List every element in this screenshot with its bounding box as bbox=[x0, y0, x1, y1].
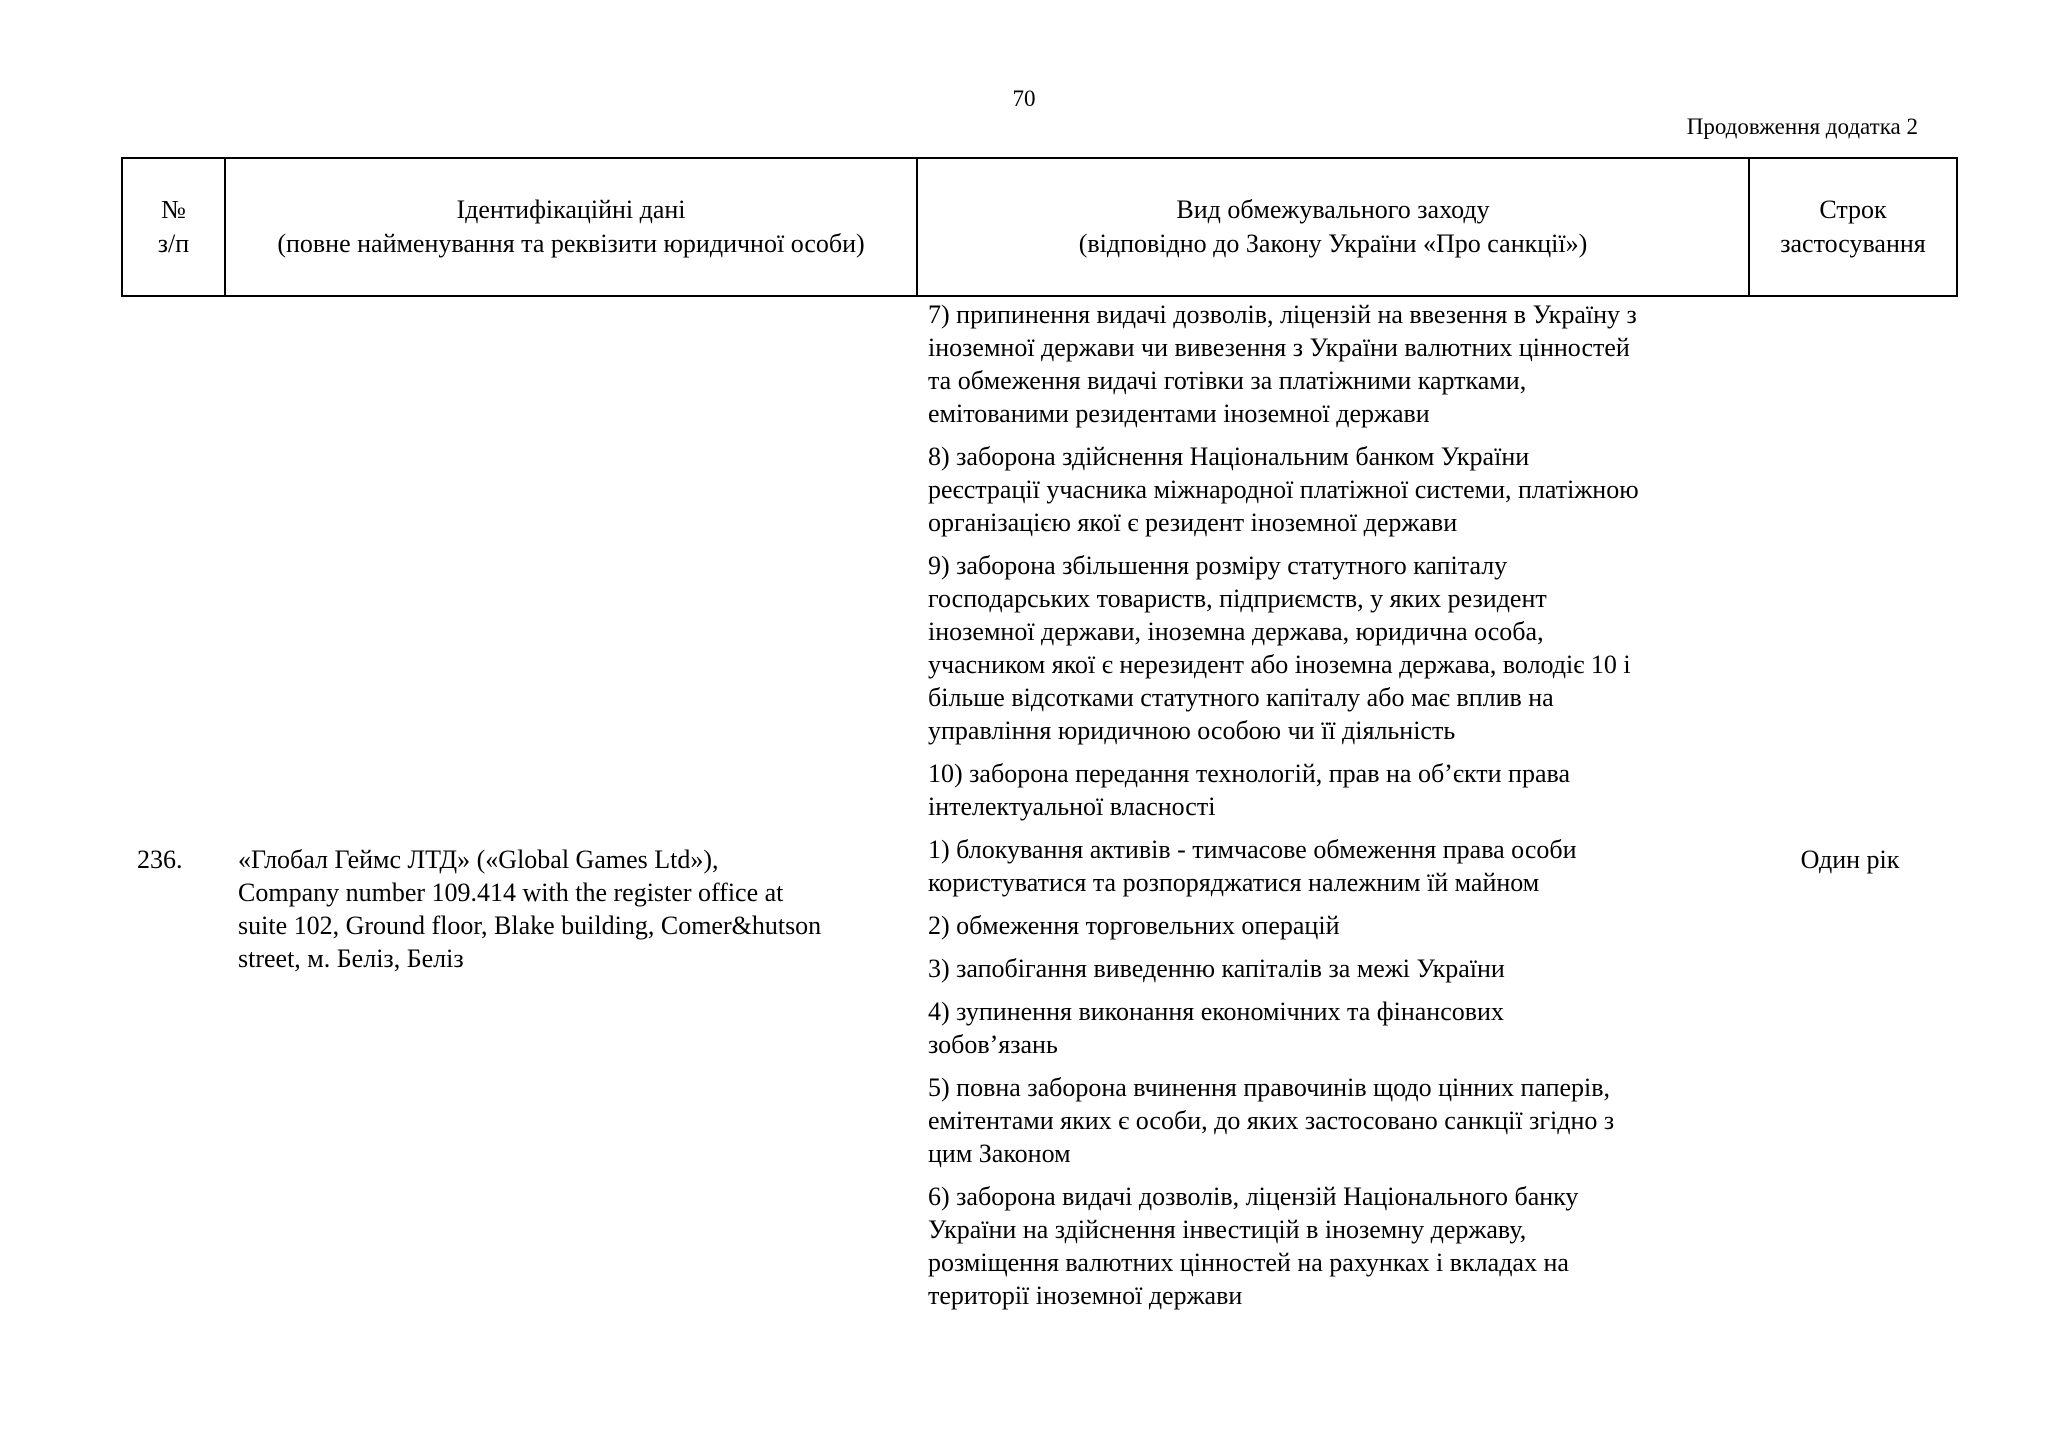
header-term-line-2: застосування bbox=[1780, 229, 1926, 258]
header-measure-column bbox=[917, 158, 1749, 296]
measure-line: реєстрації учасника міжнародної платіжної системи, платіжною bbox=[928, 475, 1639, 504]
header-number-column bbox=[122, 158, 225, 296]
measure-line: іноземної держави чи вивезення з України валютних цінностей bbox=[928, 333, 1630, 362]
measure-line: 6) заборона видачі дозволів, ліцензій Національного банку bbox=[928, 1182, 1579, 1211]
measure-line: України на здійснення інвестицій в іноземну державу, bbox=[928, 1215, 1527, 1244]
previous-measure bbox=[928, 757, 1746, 823]
measure-line: 9) заборона збільшення розміру статутного капіталу bbox=[928, 551, 1508, 580]
table-header bbox=[121, 157, 1958, 297]
measure-line: емітованими резидентами іноземної держави bbox=[928, 399, 1430, 428]
measure-line: інтелектуальної власності bbox=[928, 792, 1216, 821]
measure-line: та обмеження видачі готівки за платіжними картками, bbox=[928, 366, 1527, 395]
measure-line: 3) запобігання виведенню капіталів за межі України bbox=[928, 954, 1505, 983]
entry-measure bbox=[928, 995, 1746, 1061]
measure-line: 5) повна заборона вчинення правочинів щодо цінних паперів, bbox=[928, 1073, 1611, 1102]
entry-number: 236. bbox=[137, 845, 183, 874]
measure-line: 10) заборона передання технологій, прав на об’єкти права bbox=[928, 759, 1570, 788]
measure-line: учасником якої є нерезидент або іноземна держава, володіє 10 і bbox=[928, 650, 1631, 679]
header-term-column bbox=[1749, 158, 1957, 296]
header-identification-line-2: (повне найменування та реквізити юридичної особи) bbox=[277, 229, 865, 258]
identification-line: suite 102, Ground floor, Blake building, Comer&hutson bbox=[238, 911, 822, 940]
measures-column bbox=[928, 298, 1746, 1322]
header-number-line-1: № bbox=[161, 195, 186, 224]
identification-line: Company number 109.414 with the register office at bbox=[238, 878, 784, 907]
entry-measure bbox=[928, 1071, 1746, 1170]
measure-line: зобов’язань bbox=[928, 1030, 1058, 1059]
measure-line: цим Законом bbox=[928, 1139, 1071, 1168]
previous-measure bbox=[928, 549, 1746, 747]
identification-line: «Глобал Геймс ЛТД» («Global Games Ltd»), bbox=[238, 845, 719, 874]
header-number-line-2: з/п bbox=[157, 229, 190, 258]
header-identification-line-1: Ідентифікаційні дані bbox=[456, 195, 686, 224]
header-measure-line-1: Вид обмежувального заходу bbox=[1176, 195, 1490, 224]
measure-line: більше відсотками статутного капіталу або має вплив на bbox=[928, 683, 1554, 712]
entry-identification bbox=[238, 843, 906, 975]
header-measure-line-2: (відповідно до Закону України «Про санкції») bbox=[1078, 229, 1588, 258]
entry-measure bbox=[928, 833, 1746, 899]
measure-line: іноземної держави, іноземна держава, юридична особа, bbox=[928, 617, 1544, 646]
entry-measure bbox=[928, 952, 1746, 985]
measure-line: користуватися та розпоряджатися належним їй майном bbox=[928, 868, 1540, 897]
measure-line: 4) зупинення виконання економічних та фінансових bbox=[928, 997, 1504, 1026]
measure-line: 7) припинення видачі дозволів, ліцензій на ввезення в Україну з bbox=[928, 300, 1637, 329]
previous-measure bbox=[928, 298, 1746, 430]
identification-line: street, м. Беліз, Беліз bbox=[238, 944, 464, 973]
measure-line: організацією якої є резидент іноземної держави bbox=[928, 508, 1458, 537]
header-identification-column bbox=[225, 158, 917, 296]
measure-line: емітентами яких є особи, до яких застосовано санкції згідно з bbox=[928, 1106, 1615, 1135]
measure-line: 8) заборона здійснення Національним банком України bbox=[928, 442, 1530, 471]
entry-term: Один рік bbox=[1800, 845, 1900, 874]
measure-line: 1) блокування активів - тимчасове обмеження права особи bbox=[928, 835, 1577, 864]
measure-line: господарських товариств, підприємств, у яких резидент bbox=[928, 584, 1547, 613]
measure-line: 2) обмеження торговельних операцій bbox=[928, 911, 1340, 940]
entry-measure bbox=[928, 1180, 1746, 1312]
page-number: 70 bbox=[1012, 86, 1036, 111]
header-term-line-1: Строк bbox=[1819, 195, 1887, 224]
previous-measure bbox=[928, 440, 1746, 539]
continuation-label: Продовження додатка 2 bbox=[1686, 114, 1918, 139]
measure-line: території іноземної держави bbox=[928, 1281, 1243, 1310]
measure-line: розміщення валютних цінностей на рахунках і вкладах на bbox=[928, 1248, 1569, 1277]
entry-measure bbox=[928, 909, 1746, 942]
measure-line: управління юридичною особою чи її діяльність bbox=[928, 716, 1456, 745]
